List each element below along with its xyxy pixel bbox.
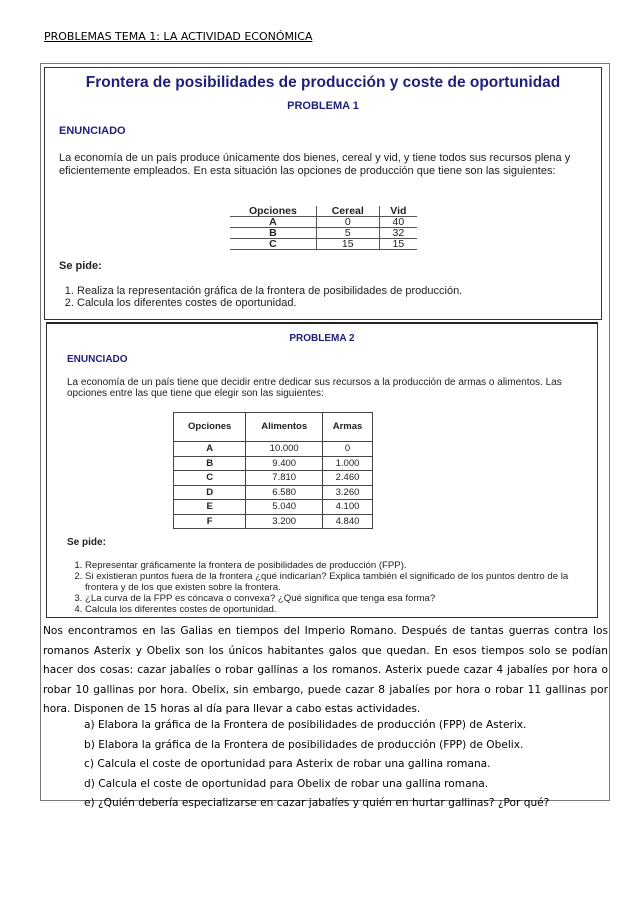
table-cell: 2.460 xyxy=(323,471,373,486)
table-cell: 32 xyxy=(379,228,417,239)
table-cell: C xyxy=(174,471,246,486)
se-pide-label: Se pide: xyxy=(59,260,102,272)
enunciado-label: ENUNCIADO xyxy=(67,354,128,365)
problem-1-image xyxy=(44,67,602,320)
table-cell: F xyxy=(174,514,246,529)
table-row xyxy=(174,471,373,486)
table-cell: 3.200 xyxy=(246,514,323,529)
table-cell: A xyxy=(174,442,246,457)
task-item: 2. Si existieran puntos fuera de la frontera ¿qué indicarían? Explica también el significado de los puntos dentro de la frontera y de los que existen sobre la frontera. xyxy=(85,571,595,593)
table-cell: D xyxy=(174,485,246,500)
problem-1-text: La economía de un país produce únicamente dos bienes, cereal y vid, y tiene todos sus recursos plena y eficientemente empleados. En esta situación las opciones de producción que tiene son las siguientes: xyxy=(59,152,571,177)
table-cell: 4.840 xyxy=(323,514,373,529)
table-row xyxy=(174,442,373,457)
table-cell: 3.260 xyxy=(323,485,373,500)
table-cell: 0 xyxy=(323,442,373,457)
table-header: Opciones xyxy=(174,413,246,442)
problem-1-table xyxy=(230,206,417,250)
problem-2-label: PROBLEMA 2 xyxy=(289,333,355,344)
task-item: 4. Calcula los diferentes costes de oportunidad. xyxy=(85,604,595,615)
problem-2-tasks xyxy=(67,560,595,615)
task-item: e) ¿Quién debería especializarse en cazar jabalíes y quién en hurtar gallinas? ¿Por qué? xyxy=(84,797,550,810)
table-cell: 10.000 xyxy=(246,442,323,457)
table-cell: 9.400 xyxy=(246,456,323,471)
task-item: 1. Representar gráficamente la frontera de posibilidades de producción (FPP). xyxy=(85,560,595,571)
problem-2-image xyxy=(46,322,598,618)
problem-3-tasks xyxy=(84,716,549,814)
table-cell: C xyxy=(230,239,316,250)
problem-1-heading: Frontera de posibilidades de producción y coste de oportunidad xyxy=(85,74,561,91)
table-header: Armas xyxy=(323,413,373,442)
table-cell: A xyxy=(230,217,316,228)
se-pide-label: Se pide: xyxy=(67,537,106,548)
table-cell: 15 xyxy=(379,239,417,250)
task-item: 3. ¿La curva de la FPP es cóncava o convexa? ¿Qué significa que tenga esa forma? xyxy=(85,593,595,604)
table-cell: B xyxy=(174,456,246,471)
problem-1-label: PROBLEMA 1 xyxy=(287,100,359,112)
problem-3-text: Nos encontramos en las Galias en tiempos del Imperio Romano. Después de tantas guerras contra los romanos Asterix y Obelix son los únicos habitantes galos que quedan. En esos tiempos solo se podían hacer dos cosas: cazar jabalíes o robar gallinas a los romanos. Asterix puede cazar 4 jabalíes por hora o robar 10 gallinas por hora. Obelix, sin embargo, puede cazar 8 jabalíes por hora o robar 11 gallinas por hora. Disponen de 15 horas al día para llevar a cabo estas actividades. xyxy=(43,625,608,716)
table-row xyxy=(174,500,373,515)
table-cell: 0 xyxy=(316,217,379,228)
table-row xyxy=(230,239,417,250)
task-item: d) Calcula el coste de oportunidad para Obelix de robar una gallina romana. xyxy=(84,777,489,790)
problem-2-text: La economía de un país tiene que decidir entre dedicar sus recursos a la producción de armas o alimentos. Las opciones entre las que tiene que elegir son las siguientes: xyxy=(67,377,562,399)
page-title: PROBLEMAS TEMA 1: LA ACTIVIDAD ECONÓMICA xyxy=(44,30,313,43)
enunciado-label: ENUNCIADO xyxy=(59,125,126,137)
table-header: Vid xyxy=(379,206,417,217)
table-cell: 7.810 xyxy=(246,471,323,486)
table-cell: B xyxy=(230,228,316,239)
problem-2-table xyxy=(173,412,373,529)
table-header: Cereal xyxy=(316,206,379,217)
task-item: 2. Calcula los diferentes costes de oportunidad. xyxy=(77,298,462,310)
table-row xyxy=(174,456,373,471)
table-cell: E xyxy=(174,500,246,515)
table-header: Alimentos xyxy=(246,413,323,442)
task-item: a) Elabora la gráfica de la Frontera de posibilidades de producción (FPP) de Asterix. xyxy=(84,719,527,731)
task-item: c) Calcula el coste de oportunidad para Asterix de robar una gallina romana. xyxy=(84,758,491,771)
table-header: Opciones xyxy=(230,206,316,217)
table-cell: 1.000 xyxy=(323,456,373,471)
problem-1-tasks xyxy=(59,286,462,309)
table-cell: 5 xyxy=(316,228,379,239)
table-cell: 6.580 xyxy=(246,485,323,500)
table-cell: 4.100 xyxy=(323,500,373,515)
task-item: b) Elabora la gráfica de la Frontera de posibilidades de producción (FPP) de Obelix. xyxy=(84,738,524,751)
table-cell: 5.040 xyxy=(246,500,323,515)
table-row xyxy=(230,228,417,239)
table-row xyxy=(230,217,417,228)
task-item: 1. Realiza la representación gráfica de la frontera de posibilidades de producción. xyxy=(77,286,462,298)
table-row xyxy=(174,514,373,529)
table-row xyxy=(174,485,373,500)
table-cell: 40 xyxy=(379,217,417,228)
table-cell: 15 xyxy=(316,239,379,250)
